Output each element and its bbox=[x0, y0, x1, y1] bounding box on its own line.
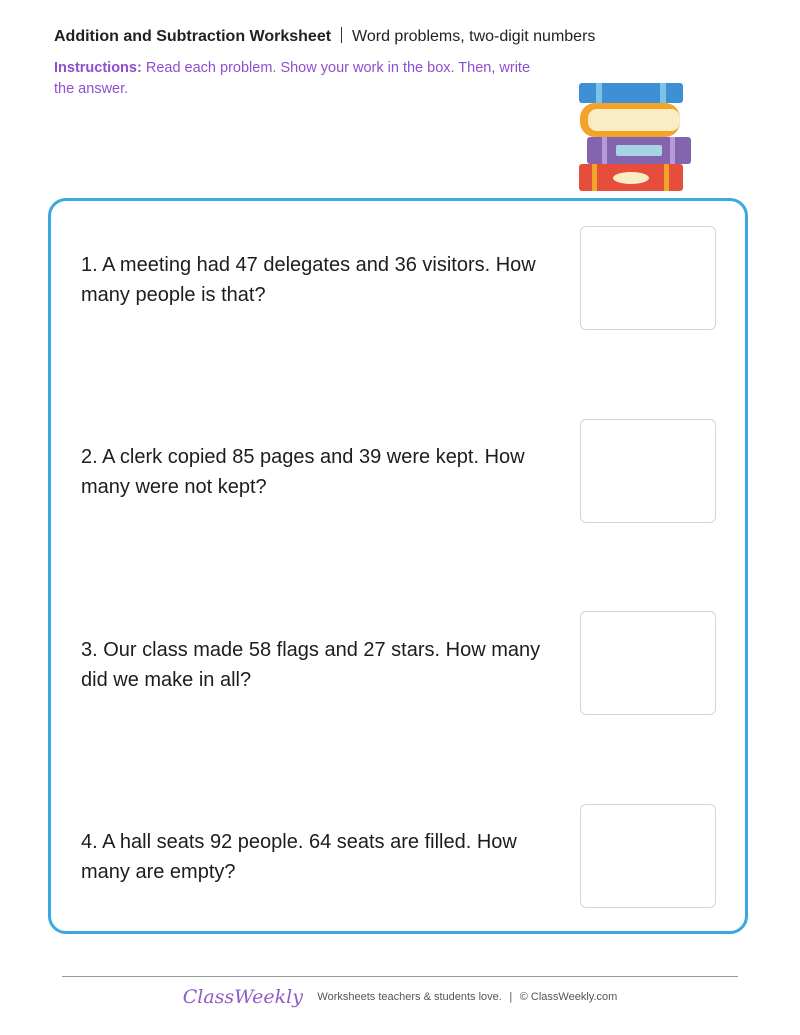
header-divider bbox=[341, 27, 342, 43]
footer-divider bbox=[62, 976, 738, 977]
brand-logo: ClassWeekly bbox=[182, 986, 303, 1008]
problem-3: 3. Our class made 58 flags and 27 stars. How many did we make in all? bbox=[81, 639, 541, 691]
instructions-label: Instructions: bbox=[54, 60, 142, 76]
answer-box-4[interactable] bbox=[580, 804, 716, 908]
worksheet-title: Addition and Subtraction Worksheet bbox=[54, 28, 332, 45]
problem-1: 1. A meeting had 47 delegates and 36 visitors. How many people is that? bbox=[81, 254, 536, 306]
answer-box-2[interactable] bbox=[580, 419, 716, 523]
worksheet-subtitle: Word problems, two-digit numbers bbox=[352, 28, 596, 45]
problem-4: 4. A hall seats 92 people. 64 seats are filled. How many are empty? bbox=[81, 831, 517, 883]
answer-box-3[interactable] bbox=[580, 611, 716, 715]
instructions bbox=[54, 58, 534, 100]
worksheet-header bbox=[54, 27, 595, 46]
problem-2: 2. A clerk copied 85 pages and 39 were kept. How many were not kept? bbox=[81, 446, 525, 498]
footer-copyright: © ClassWeekly.com bbox=[519, 991, 618, 1003]
footer-separator: | bbox=[506, 991, 516, 1003]
answer-box-1[interactable] bbox=[580, 226, 716, 330]
footer bbox=[0, 986, 800, 1008]
stack-of-books-icon bbox=[576, 80, 696, 196]
instructions-text: Read each problem. Show your work in the box. Then, write the answer. bbox=[54, 60, 531, 97]
footer-tagline: Worksheets teachers & students love. bbox=[317, 991, 502, 1003]
